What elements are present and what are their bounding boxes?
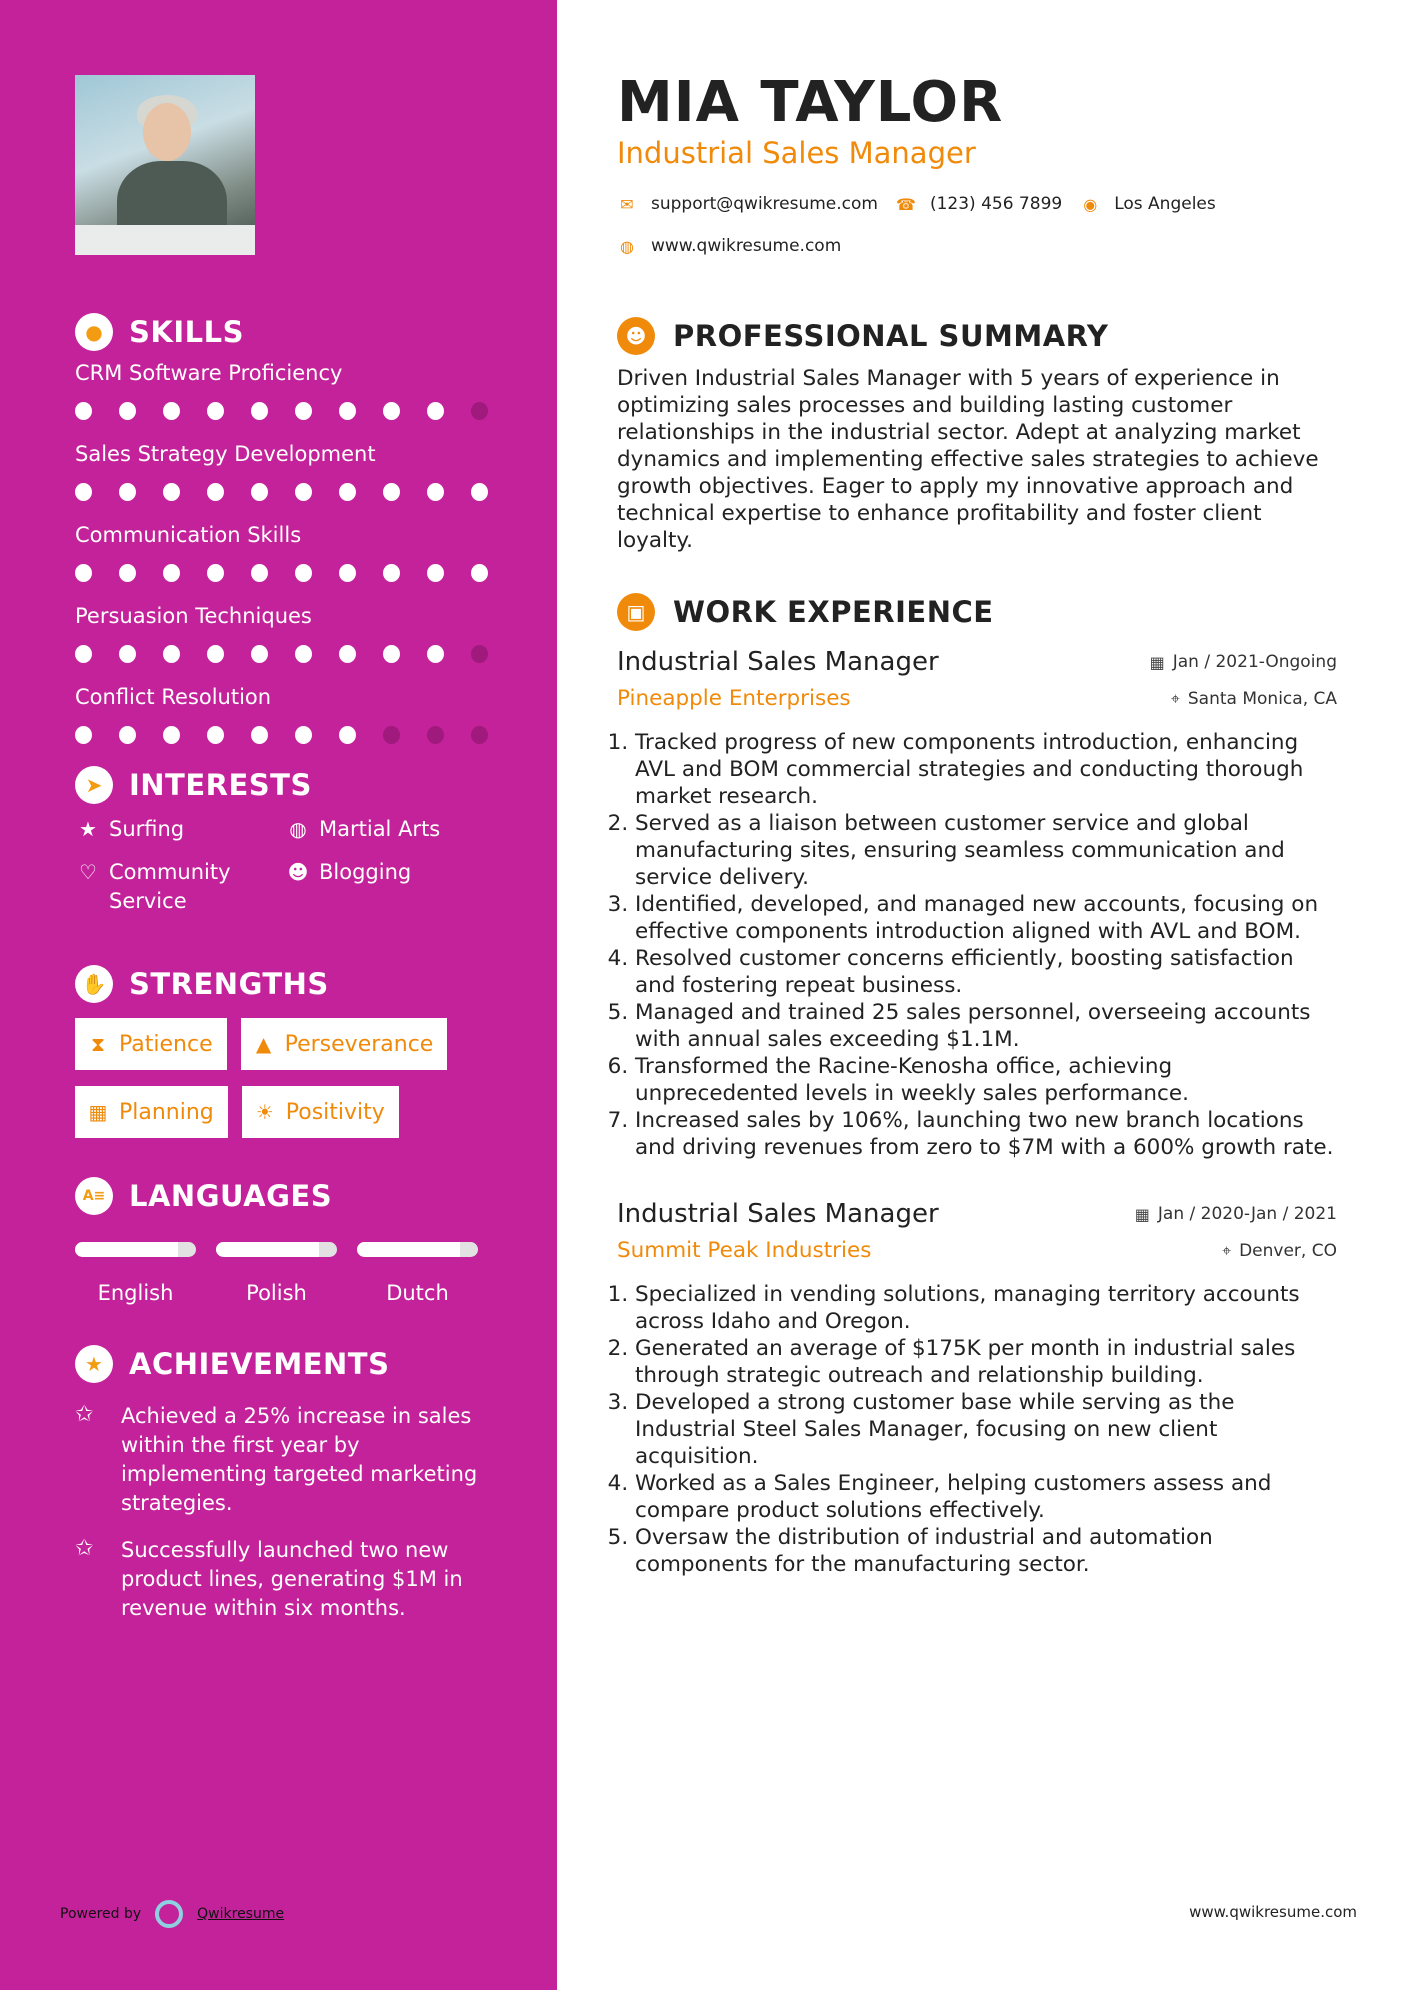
languages-heading: LANGUAGES — [129, 1179, 333, 1213]
rating-dot — [163, 564, 180, 582]
hourglass-icon: ⧗ — [90, 1032, 106, 1056]
skills-heading: SKILLS — [129, 315, 244, 349]
job-bullet: 3. Identified, developed, and managed new accounts, focusing on effective components introduction aligned with AVL and BOM. — [635, 891, 1337, 945]
rating-dot — [383, 564, 400, 582]
job-entry — [617, 643, 1337, 1161]
road-icon: ▲ — [255, 1032, 272, 1056]
achievement-item — [75, 1402, 515, 1518]
achievement-text: Successfully launched two new product lines, generating $1M in revenue within six months. — [121, 1538, 463, 1620]
contact-text: support@qwikresume.com — [651, 194, 878, 214]
rating-dot — [427, 645, 444, 663]
interest-item — [285, 858, 505, 916]
location-pin-icon: ◉ — [1083, 194, 1098, 214]
rating-dot — [383, 726, 400, 744]
contact-item[interactable] — [1080, 192, 1216, 216]
interest-label: Community Service — [109, 860, 231, 913]
job-entry — [617, 1195, 1337, 1578]
calendar-small-icon: ▦ — [1134, 1204, 1150, 1224]
language-bar — [75, 1242, 196, 1257]
rating-dot — [339, 726, 356, 744]
skill-item — [75, 439, 515, 514]
achievements-heading: ACHIEVEMENTS — [129, 1347, 390, 1381]
users-icon: ☻ — [287, 860, 309, 884]
contact-item[interactable] — [617, 192, 878, 216]
rating-dot — [427, 726, 444, 744]
rating-dot — [471, 645, 488, 663]
contact-text: (123) 456 7899 — [929, 194, 1063, 214]
job-bullet: 4. Resolved customer concerns efficiently, boosting satisfaction and fostering repeat business. — [635, 945, 1337, 999]
phone-icon: ☎ — [896, 194, 916, 214]
rating-dot — [163, 645, 180, 663]
globe-icon: ◍ — [620, 236, 634, 256]
strength-badge — [75, 1086, 228, 1138]
language-item — [216, 1242, 357, 1305]
globe-icon: ◍ — [289, 817, 307, 841]
rating-dot — [383, 483, 400, 501]
rating-dot — [119, 645, 136, 663]
footer-url[interactable]: www.qwikresume.com — [1189, 1903, 1357, 1921]
strength-badge — [75, 1018, 227, 1070]
qwikresume-logo-icon — [155, 1900, 183, 1928]
language-bar-fill — [216, 1242, 319, 1257]
job-bullet: 5. Managed and trained 25 sales personnel, overseeing accounts with annual sales exceeding $1.1M. — [635, 999, 1337, 1053]
rating-dot — [251, 483, 268, 501]
user-icon: ☻ — [617, 317, 655, 355]
interest-item — [285, 815, 505, 844]
job-title: Industrial Sales Manager — [617, 1199, 939, 1229]
language-name: Polish — [246, 1281, 307, 1305]
rating-dot — [471, 726, 488, 744]
rating-dot — [427, 483, 444, 501]
skill-item — [75, 358, 515, 433]
skill-item — [75, 682, 515, 757]
skill-rating — [75, 388, 515, 433]
strength-label: Perseverance — [284, 1031, 434, 1057]
strength-badge — [242, 1086, 399, 1138]
company-name: Pineapple Enterprises — [617, 686, 851, 711]
job-title: Industrial Sales Manager — [617, 647, 939, 677]
summary-text: Driven Industrial Sales Manager with 5 years of experience in optimizing sales processes and building lasting customer relationships in the industrial sector. Adept at analyzing market dynamics and implementing effective sales strategies to achieve growth objectives. Eager to apply my innovative approach and technical expertise to enhance profitability and foster client loyalty. — [617, 366, 1319, 553]
rating-dot — [119, 483, 136, 501]
star-badge-icon: ★ — [75, 1345, 113, 1383]
summary-heading: PROFESSIONAL SUMMARY — [673, 319, 1109, 353]
strength-badge — [241, 1018, 448, 1070]
rating-dot — [75, 726, 92, 744]
pin-icon: ⌖ — [1222, 1241, 1232, 1260]
rating-dot — [339, 402, 356, 420]
skill-name: Conflict Resolution — [75, 685, 272, 709]
rating-dot — [251, 726, 268, 744]
calendar-small-icon: ▦ — [1149, 652, 1165, 672]
job-bullet: 2. Served as a liaison between customer service and global manufacturing sites, ensuring seamless communication and service delivery. — [635, 810, 1337, 891]
language-bar — [357, 1242, 478, 1257]
skill-name: Sales Strategy Development — [75, 442, 376, 466]
rating-dot — [251, 645, 268, 663]
job-bullet: 1. Specialized in vending solutions, managing territory accounts across Idaho and Oregon. — [635, 1281, 1337, 1335]
job-dates — [1135, 1204, 1337, 1224]
rating-dot — [251, 402, 268, 420]
experience-heading: WORK EXPERIENCE — [673, 595, 994, 629]
language-icon: A≡ — [75, 1177, 113, 1215]
achievement-item — [75, 1536, 515, 1623]
achievement-text: Achieved a 25% increase in sales within the first year by implementing targeted marketing strategies. — [121, 1404, 478, 1515]
language-bar — [216, 1242, 337, 1257]
skill-rating — [75, 631, 515, 676]
job-dates-text: Jan / 2020-Jan / 2021 — [1157, 1204, 1337, 1224]
language-item — [75, 1242, 216, 1305]
contact-text: Los Angeles — [1114, 194, 1216, 214]
briefcase-icon: ▣ — [617, 593, 655, 631]
shooting-star-icon: ✩ — [75, 1536, 94, 1561]
rating-dot — [427, 402, 444, 420]
handshake-icon: ♡ — [79, 860, 97, 884]
rating-dot — [427, 564, 444, 582]
skill-name: CRM Software Proficiency — [75, 361, 343, 385]
rating-dot — [295, 726, 312, 744]
rating-dot — [207, 645, 224, 663]
strengths-section — [75, 964, 515, 1154]
summary-section — [617, 315, 1337, 554]
rating-dot — [207, 402, 224, 420]
job-bullets — [617, 1281, 1337, 1578]
rating-dot — [471, 483, 488, 501]
language-item — [357, 1242, 498, 1305]
sidebar — [0, 0, 557, 1990]
rating-dot — [75, 483, 92, 501]
rating-dot — [163, 483, 180, 501]
pin-icon: ⌖ — [1170, 689, 1180, 708]
strength-label: Positivity — [285, 1099, 385, 1125]
job-bullet: 3. Developed a strong customer base while serving as the Industrial Steel Sales Manager, focusing on new client acquisition. — [635, 1389, 1337, 1470]
rating-dot — [251, 564, 268, 582]
interests-section — [75, 765, 515, 916]
job-bullet: 7. Increased sales by 106%, launching two new branch locations and driving revenues from zero to $7M with a 600% growth rate. — [635, 1107, 1337, 1161]
strength-label: Planning — [119, 1099, 214, 1125]
skills-section — [75, 312, 515, 757]
contact-item[interactable] — [896, 192, 1062, 216]
rating-dot — [75, 645, 92, 663]
strength-label: Patience — [119, 1031, 213, 1057]
rating-dot — [295, 483, 312, 501]
skill-name: Communication Skills — [75, 523, 302, 547]
job-location — [1222, 1241, 1337, 1261]
main-content — [557, 0, 1407, 1990]
skill-rating — [75, 712, 515, 757]
rating-dot — [339, 645, 356, 663]
rating-dot — [471, 402, 488, 420]
rating-dot — [119, 564, 136, 582]
job-bullet: 4. Worked as a Sales Engineer, helping customers assess and compare product solutions effectively. — [635, 1470, 1337, 1524]
interest-item — [75, 858, 285, 916]
rating-dot — [383, 402, 400, 420]
job-bullet: 6. Transformed the Racine-Kenosha office, achieving unprecedented levels in weekly sales performance. — [635, 1053, 1337, 1107]
languages-section — [75, 1176, 515, 1305]
job-dates-text: Jan / 2021-Ongoing — [1172, 652, 1337, 672]
rating-dot — [75, 564, 92, 582]
rating-dot — [207, 483, 224, 501]
rating-dot — [119, 402, 136, 420]
contact-item[interactable] — [617, 234, 841, 258]
rating-dot — [295, 402, 312, 420]
sun-icon: ☀ — [255, 1100, 274, 1124]
qwikresume-link[interactable]: Qwikresume — [197, 1906, 285, 1922]
rating-dot — [295, 564, 312, 582]
candidate-name: MIA TAYLOR — [617, 70, 1004, 135]
skill-rating — [75, 469, 515, 514]
rating-dot — [339, 483, 356, 501]
lightbulb-icon: ● — [75, 313, 113, 351]
skill-rating — [75, 550, 515, 595]
job-bullet: 5. Oversaw the distribution of industrial and automation components for the manufacturing sector. — [635, 1524, 1337, 1578]
rating-dot — [207, 564, 224, 582]
interest-label: Martial Arts — [319, 817, 441, 841]
star-icon: ★ — [79, 817, 97, 841]
job-location — [1171, 689, 1337, 709]
achievements-section — [75, 1344, 515, 1623]
interests-heading: INTERESTS — [129, 768, 312, 802]
fist-icon: ✋ — [75, 965, 113, 1003]
language-name: English — [97, 1281, 174, 1305]
paper-plane-icon: ➤ — [75, 766, 113, 804]
rating-dot — [75, 402, 92, 420]
rating-dot — [295, 645, 312, 663]
language-bar-fill — [75, 1242, 178, 1257]
job-location-text: Denver, CO — [1239, 1241, 1337, 1261]
skill-name: Persuasion Techniques — [75, 604, 312, 628]
rating-dot — [207, 726, 224, 744]
calendar-icon: ▦ — [88, 1100, 108, 1124]
job-bullets — [617, 729, 1337, 1161]
envelope-icon: ✉ — [620, 194, 634, 214]
job-bullet: 2. Generated an average of $175K per month in industrial sales through strategic outreach and relationship building. — [635, 1335, 1337, 1389]
rating-dot — [471, 564, 488, 582]
contact-info — [617, 192, 1377, 258]
interest-label: Surfing — [109, 817, 185, 841]
powered-by-label: Powered by — [60, 1906, 142, 1922]
rating-dot — [163, 402, 180, 420]
job-location-text: Santa Monica, CA — [1187, 689, 1337, 709]
skill-item — [75, 520, 515, 595]
job-dates — [1150, 652, 1337, 672]
rating-dot — [119, 726, 136, 744]
company-name: Summit Peak Industries — [617, 1238, 872, 1263]
shooting-star-icon: ✩ — [75, 1402, 94, 1427]
interest-label: Blogging — [319, 860, 412, 884]
skill-item — [75, 601, 515, 676]
language-bar-fill — [357, 1242, 460, 1257]
powered-by — [60, 1900, 284, 1928]
rating-dot — [339, 564, 356, 582]
interest-item — [75, 815, 285, 844]
rating-dot — [163, 726, 180, 744]
experience-section — [617, 591, 1337, 1578]
rating-dot — [383, 645, 400, 663]
contact-text: www.qwikresume.com — [651, 236, 842, 256]
job-bullet: 1. Tracked progress of new components introduction, enhancing AVL and BOM commercial strategies and conducting thorough market research. — [635, 729, 1337, 810]
profile-photo — [75, 75, 255, 255]
strengths-heading: STRENGTHS — [129, 967, 329, 1001]
language-name: Dutch — [386, 1281, 449, 1305]
candidate-title: Industrial Sales Manager — [617, 136, 976, 170]
